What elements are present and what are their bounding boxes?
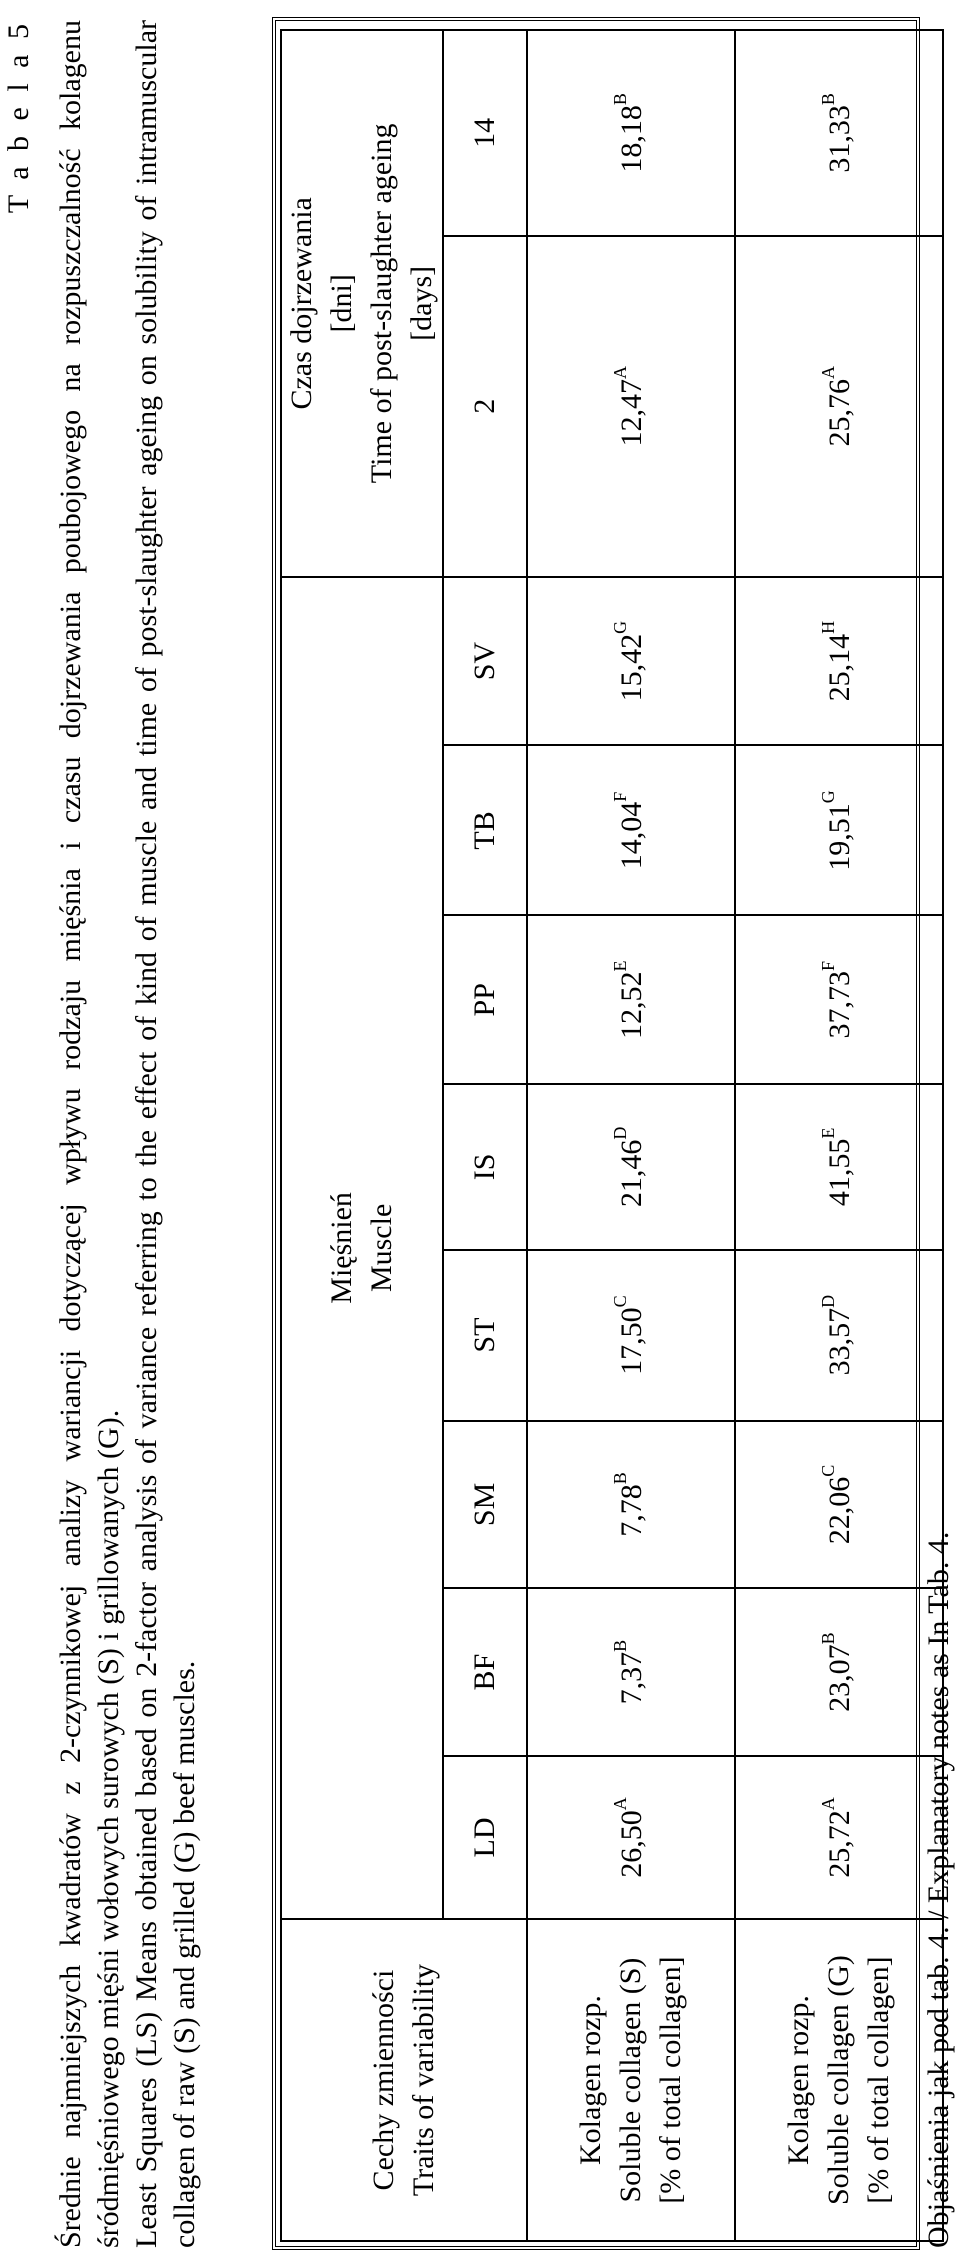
- caption-polish: Średnie najmniejszych kwadratów z 2-czynnikowej analizy wariancji dotyczącej wpływu rodzaju mięśnia i czasu dojrzewania poubojowego na rozpuszczalność kolagenu śródmięśniowego mięśni wołowych surowych (S) i grillowanych (G).: [54, 20, 125, 2248]
- value-number: 22,06: [822, 1476, 856, 1545]
- value-number: 7,78: [614, 1484, 648, 1537]
- muscle-col-bf: BF: [443, 1588, 527, 1756]
- value-cell: [527, 1756, 735, 1919]
- value-cell: [527, 236, 735, 577]
- significance-letter: G: [609, 620, 630, 634]
- significance-letter: A: [817, 1797, 838, 1811]
- value-cell: [527, 1084, 735, 1249]
- value-number: 25,72: [822, 1810, 856, 1878]
- results-table: [280, 29, 944, 2242]
- traits-header: Cechy zmienności Traits of variability: [281, 1919, 527, 2241]
- value-cell: [735, 1756, 943, 1919]
- significance-letter: E: [609, 960, 630, 972]
- significance-letter: C: [609, 1295, 630, 1308]
- caption-english: Least Squares (LS) Means obtained based on 2-factor analysis of variance referring to the effect of kind of muscle and time of post-slaughter ageing on solubility of intramuscular collagen of raw (S) and grilled (G) beef muscles.: [130, 20, 201, 2248]
- table-caption: [52, 20, 204, 2248]
- value-cell: [527, 577, 735, 746]
- muscle-col-st: ST: [443, 1250, 527, 1421]
- significance-letter: A: [817, 365, 838, 379]
- muscle-col-is: IS: [443, 1084, 527, 1249]
- row-label: Kolagen rozp. Soluble collagen (G) [% of total collagen]: [735, 1919, 943, 2241]
- significance-letter: A: [609, 1797, 630, 1811]
- value-cell: [735, 745, 943, 915]
- ageing-header: Czas dojrzewania [dni] Time of post-slaughter ageing [days]: [281, 30, 443, 577]
- value-cell: [527, 1250, 735, 1421]
- significance-letter: A: [609, 365, 630, 379]
- table-body: [527, 30, 943, 2241]
- table-row: [527, 30, 735, 2241]
- value-number: 25,14: [822, 633, 856, 702]
- significance-letter: B: [609, 93, 630, 106]
- significance-letter: H: [817, 620, 838, 634]
- footnote: Objaśnienia jak pod tab. 4. / Explanatory notes as In Tab. 4.: [922, 1531, 955, 2248]
- significance-letter: C: [817, 1464, 838, 1477]
- value-cell: [735, 30, 943, 236]
- value-cell: [735, 1084, 943, 1249]
- significance-letter: B: [609, 1472, 630, 1485]
- value-cell: [527, 30, 735, 236]
- significance-letter: G: [817, 790, 838, 804]
- significance-letter: B: [817, 93, 838, 106]
- table-number-label: T a b e l a 5: [2, 20, 35, 214]
- value-number: 33,57: [822, 1307, 856, 1376]
- value-number: 41,55: [822, 1138, 856, 1207]
- value-number: 7,37: [614, 1651, 648, 1705]
- table-frame: [272, 17, 920, 2250]
- value-cell: [527, 745, 735, 915]
- value-number: 23,07: [822, 1644, 856, 1712]
- muscle-col-pp: PP: [443, 915, 527, 1084]
- ageing-col-2: 2: [443, 236, 527, 577]
- value-cell: [735, 915, 943, 1084]
- ageing-col-14: 14: [443, 30, 527, 236]
- subheader-row: [443, 30, 527, 2241]
- value-cell: [735, 577, 943, 746]
- value-number: 12,52: [614, 971, 648, 1040]
- value-number: 14,04: [614, 801, 648, 870]
- value-cell: [527, 1588, 735, 1756]
- muscle-col-tb: TB: [443, 745, 527, 915]
- value-cell: [735, 1588, 943, 1756]
- muscle-col-ld: LD: [443, 1756, 527, 1919]
- row-label: Kolagen rozp. Soluble collagen (S) [% of total collagen]: [527, 1919, 735, 2241]
- value-number: 21,46: [614, 1139, 648, 1208]
- value-number: 26,50: [614, 1810, 648, 1878]
- value-number: 19,51: [822, 803, 856, 871]
- significance-letter: D: [817, 1294, 838, 1308]
- value-number: 12,47: [614, 378, 648, 447]
- value-number: 15,42: [614, 633, 648, 702]
- significance-letter: F: [609, 791, 630, 802]
- significance-letter: B: [609, 1639, 630, 1652]
- value-number: 31,33: [822, 105, 856, 173]
- significance-letter: D: [609, 1126, 630, 1140]
- muscle-col-sm: SM: [443, 1421, 527, 1589]
- muscle-header: Mięśnień Muscle: [281, 577, 443, 1919]
- value-number: 37,73: [822, 971, 856, 1039]
- value-cell: [527, 1421, 735, 1589]
- value-cell: [735, 1250, 943, 1421]
- significance-letter: B: [817, 1632, 838, 1645]
- muscle-col-sv: SV: [443, 577, 527, 746]
- value-number: 25,76: [822, 378, 856, 447]
- value-number: 17,50: [614, 1307, 648, 1375]
- table-row: [735, 30, 943, 2241]
- value-cell: [735, 1421, 943, 1589]
- significance-letter: F: [817, 961, 838, 972]
- significance-letter: E: [817, 1127, 838, 1139]
- value-number: 18,18: [614, 105, 648, 173]
- value-cell: [527, 915, 735, 1084]
- value-cell: [735, 236, 943, 577]
